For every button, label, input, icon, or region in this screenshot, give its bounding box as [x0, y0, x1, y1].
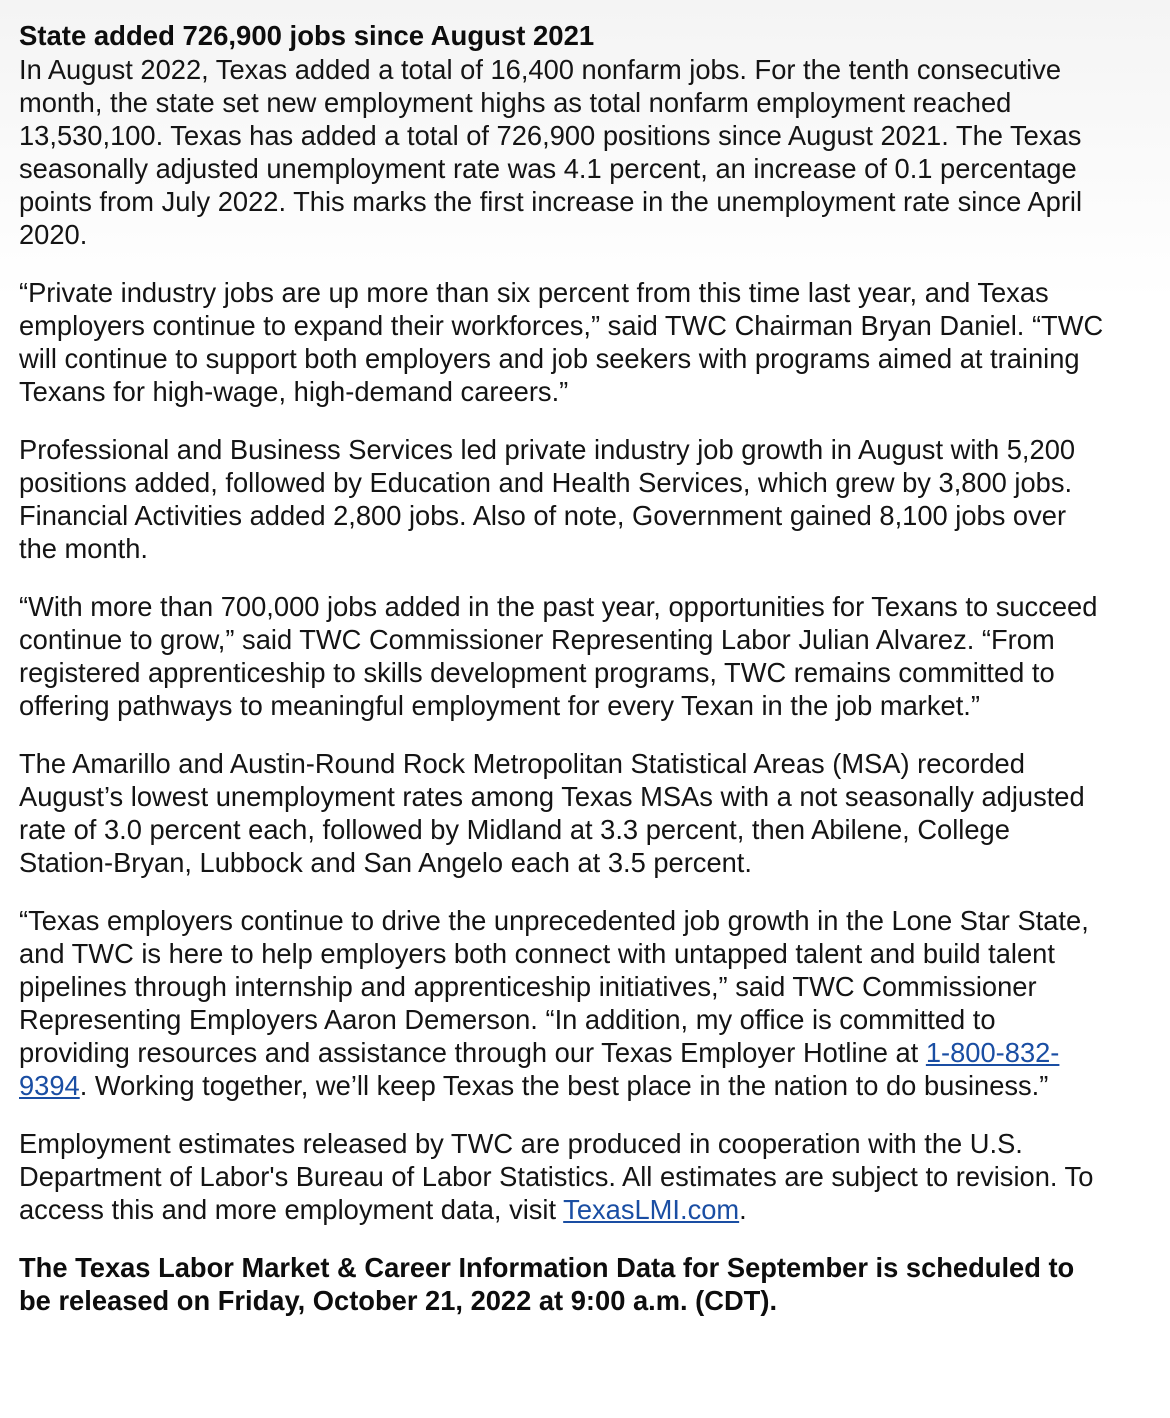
paragraph-text: .	[739, 1194, 747, 1225]
paragraph-estimates-note	[19, 1127, 1109, 1226]
texaslmi-link[interactable]: TexasLMI.com	[563, 1194, 740, 1225]
paragraph-chairman-quote: “Private industry jobs are up more than six percent from this time last year, and Texas employers continue to expand their workforces,” said TWC Chairman Bryan Daniel. “TWC will continue to support both employers and job seekers with programs aimed at training Texans for high-wage, high-demand careers.”	[19, 277, 1104, 407]
employer-hotline-phone-link[interactable]: 1-800-832-9394	[19, 1037, 1060, 1101]
paragraph-msa-rates: The Amarillo and Austin-Round Rock Metropolitan Statistical Areas (MSA) recorded August’s lowest unemployment rates among Texas MSAs with a not seasonally adjusted rate of 3.0 percent each, followed by Midland at 3.3 percent, then Abilene, College Station-Bryan, Lubbock and San Angelo each at 3.5 percent.	[19, 748, 1085, 878]
paragraph-industry-growth: Professional and Business Services led private industry job growth in August with 5,200 positions added, followed by Education and Health Services, which grew by 3,800 jobs. Financial Activities added 2,800 jobs. Also of note, Government gained 8,100 jobs over the month.	[19, 434, 1076, 564]
article-headline: State added 726,900 jobs since August 2021	[19, 20, 595, 51]
paragraph-job-summary: In August 2022, Texas added a total of 16,400 nonfarm jobs. For the tenth consecutive month, the state set new employment highs as total nonfarm employment reached 13,530,100. Texas has added a total of 726,900 positions since August 2021. The Texas seasonally adjusted unemployment rate was 4.1 percent, an increase of 0.1 percentage points from July 2022. This marks the first increase in the unemployment rate since April 2020.	[19, 54, 1083, 250]
paragraph-text: “Texas employers continue to drive the unprecedented job growth in the Lone Star State, and TWC is here to help employers both connect with untapped talent and build talent pipelines through internship and apprenticeship initiatives,” said TWC Commissioner Representing Employers Aaron Demerson. “In addition, my office is committed to providing resources and assistance through our Texas Employer Hotline at	[19, 905, 1089, 1068]
paragraph-employers-commissioner-quote	[19, 904, 1109, 1102]
paragraph-text: . Working together, we’ll keep Texas the best place in the nation to do business.”	[79, 1070, 1049, 1101]
release-schedule-notice: The Texas Labor Market & Career Information Data for September is scheduled to be released on Friday, October 21, 2022 at 9:00 a.m. (CDT).	[19, 1252, 1075, 1316]
paragraph-text: Employment estimates released by TWC are produced in cooperation with the U.S. Department of Labor's Bureau of Labor Statistics. All estimates are subject to revision. To access this and more employment data, visit	[19, 1128, 1094, 1225]
paragraph-labor-commissioner-quote: “With more than 700,000 jobs added in the past year, opportunities for Texans to succeed continue to grow,” said TWC Commissioner Representing Labor Julian Alvarez. “From registered apprenticeship to skills development programs, TWC remains committed to offering pathways to meaningful employment for every Texan in the job market.”	[19, 591, 1098, 721]
